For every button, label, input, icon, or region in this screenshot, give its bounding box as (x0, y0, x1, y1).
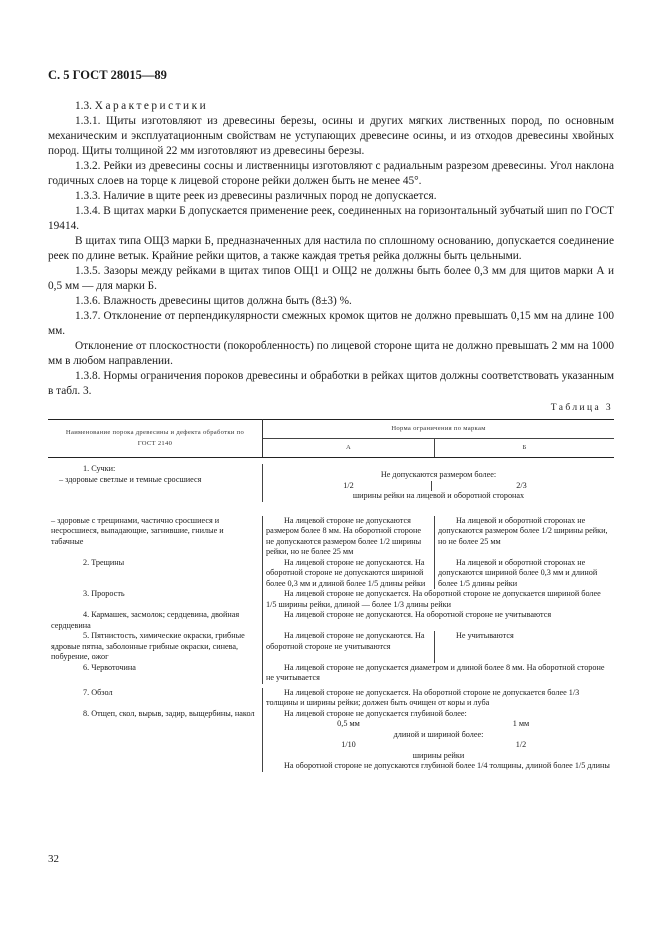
table-row (48, 610, 614, 631)
norm-split (266, 481, 611, 492)
table-row (48, 558, 614, 590)
paragraph-1-3-3: 1.3.3. Наличие в щите реек из древесины различных пород не допускается. (75, 190, 437, 202)
norm-text: Не допускаются размером более: (380, 470, 497, 479)
norm-a: 0,5 мм (337, 719, 360, 728)
row-norm: На лицевой стороне не допускается. На оборотной стороне не допускается более 1/3 толщины и ширины рейки; должен быть очищен от коры и луба (263, 688, 615, 709)
row-name (48, 631, 263, 663)
section-title-text: Характеристики (94, 100, 209, 112)
defects-table (48, 419, 614, 772)
norm-a: 1/10 (341, 740, 356, 749)
row-name-line: 5. Пятнистость, химические окраски, грибные ядровые пятна, заболонные грибные окраски, синева, побурение, ожог (51, 631, 245, 661)
row-name-line: 7. Обзол (83, 687, 113, 697)
norm-a: 1/2 (266, 481, 432, 492)
row-name-line: 3. Прорость (83, 589, 125, 598)
norm-b: 1 мм (512, 719, 530, 728)
row-name (48, 558, 263, 590)
row-norm-a: На лицевой стороне не допускаются. На оборотной стороне не допускаются шириной более 0,3 мм и длиной более 1/5 длины рейки (263, 558, 435, 590)
row-norm: На лицевой стороне не допускаются. На оборотной стороне не учитываются (263, 610, 615, 631)
table-row (48, 663, 614, 684)
paragraph-1-3-6: 1.3.6. Влажность древесины щитов должна быть (8±3) %. (75, 295, 352, 307)
row-norm-a: На лицевой стороне не допускаются. На оборотной стороне не учитываются (263, 631, 435, 663)
norm-text: На оборотной стороне не допускаются глубиной более 1/4 толщины, длиной более 1/5 длины (284, 761, 610, 770)
table-header-row (48, 420, 614, 439)
paragraph-1-3-8: 1.3.8. Нормы ограничения пороков древесины и обработки в рейках щитов должны соответствовать указанным в табл. 3. (48, 370, 614, 397)
norm-b: 1/2 (515, 740, 527, 749)
row-name-line: 1. Сучки: (83, 464, 116, 473)
row-norm (263, 709, 615, 772)
table-row (48, 589, 614, 610)
row-norm: На лицевой стороне не допускается диаметром и длиной более 8 мм. На оборотной стороне не учитывается (263, 663, 615, 684)
norm-split (266, 740, 611, 751)
row-name (48, 589, 263, 610)
body-text (48, 99, 614, 399)
norm-b: 2/3 (516, 480, 527, 490)
row-name: – здоровые с трещинами, частично сросшиеся и несросшиеся, выпадающие, загнившие, гнилые и табачные (51, 515, 224, 546)
table-row (48, 631, 614, 663)
section-number: 1.3. (75, 100, 92, 112)
paragraph-osch3: В щитах типа ОЩ3 марки Б, предназначенных для настила по сплошному основанию, допускается соединение реек по длине ветык. Крайние рейки щитов, а также каждая третья рейка должны быть цельными. (48, 235, 614, 262)
norm-text: длиной и шириной более: (393, 729, 484, 739)
table-row (48, 709, 614, 772)
section-title (48, 99, 614, 114)
norm-split (266, 719, 611, 730)
row-name (48, 709, 263, 772)
paragraph-1-3-1: 1.3.1. Щиты изготовляют из древесины березы, осины и других мягких лиственных пород, по основным механическим и эксплуатационным свойствам не уступающих древесине осины, и из отходов древесины хвойных пород. Щиты толщиной 22 мм изготовляют из древесины березы. (48, 115, 614, 157)
page-number: 32 (48, 853, 59, 865)
column-header-name: Наименование порока древесины и дефекта обработки по ГОСТ 2140 (48, 420, 263, 458)
page-header: С. 5 ГОСТ 28015—89 (48, 68, 167, 82)
table-row (48, 464, 614, 502)
row-norm-b: Не учитываются (456, 631, 514, 640)
row-norm: На лицевой стороне не допускается. На оборотной стороне не допускается шириной более 1/5 ширины рейки, длиной — более 1/3 длины рейки (263, 589, 615, 610)
paragraph-1-3-5: 1.3.5. Зазоры между рейками в щитах типов ОЩ1 и ОЩ2 не должны быть более 0,3 мм для щитов марки А и 0,5 мм — для марки Б. (48, 265, 614, 292)
row-name-line: 4. Кармашек, засмолок; сердцевина, двойная сердцевина (51, 610, 240, 630)
paragraph-flatness: Отклонение от плоскостности (покоробленность) по лицевой стороне щита не должно превышать 2 мм на 1000 мм в любом направлении. (48, 340, 614, 367)
column-header-norm: Норма ограничения по маркам (263, 420, 615, 439)
row-name (48, 610, 263, 631)
row-name (48, 464, 263, 502)
row-norm (263, 464, 615, 502)
row-name (48, 663, 263, 684)
column-header-b: Б (435, 439, 615, 458)
row-name-line: 6. Червоточина (83, 662, 136, 672)
row-norm-a: На лицевой стороне не допускаются размером более 8 мм. На оборотной стороне не допускаются размером более 1/2 ширины рейки, но не более 25 мм (263, 516, 435, 558)
table-label: Таблица 3 (550, 403, 613, 413)
row-name-line: – здоровые светлые и темные сросшиеся (59, 474, 202, 484)
norm-text: На лицевой стороне не допускается глубиной более: (284, 708, 467, 718)
paragraph-1-3-4: 1.3.4. В щитах марки Б допускается применение реек, соединенных на горизонтальный зубчатый шип по ГОСТ 19414. (48, 205, 614, 232)
row-name-line: 2. Трещины (83, 557, 125, 567)
norm-text: ширины рейки на лицевой и оборотной сторонах (352, 491, 525, 500)
row-name-line: 8. Отщеп, скол, вырыв, задир, выщербины, накол (83, 708, 255, 718)
row-norm-b: На лицевой и оборотной сторонах не допускаются размером более 1/2 ширины рейки, но не более 25 мм (438, 515, 608, 546)
table-row (48, 688, 614, 709)
row-norm-b: На лицевой и оборотной сторонах не допускаются шириной более 0,3 мм и длиной более 1/5 длины рейки (438, 557, 598, 588)
table-row (48, 516, 614, 558)
norm-text: ширины рейки (412, 750, 465, 760)
column-header-a: А (263, 439, 435, 458)
paragraph-1-3-7: 1.3.7. Отклонение от перпендикулярности смежных кромок щитов не должно превышать 0,15 мм на длине 100 мм. (48, 310, 614, 337)
paragraph-1-3-2: 1.3.2. Рейки из древесины сосны и лиственницы изготовляют с радиальным разрезом древесины. Угол наклона годичных слоев на торце к лицевой стороне рейки должен быть не менее 45°. (48, 160, 614, 187)
row-name (48, 688, 263, 709)
